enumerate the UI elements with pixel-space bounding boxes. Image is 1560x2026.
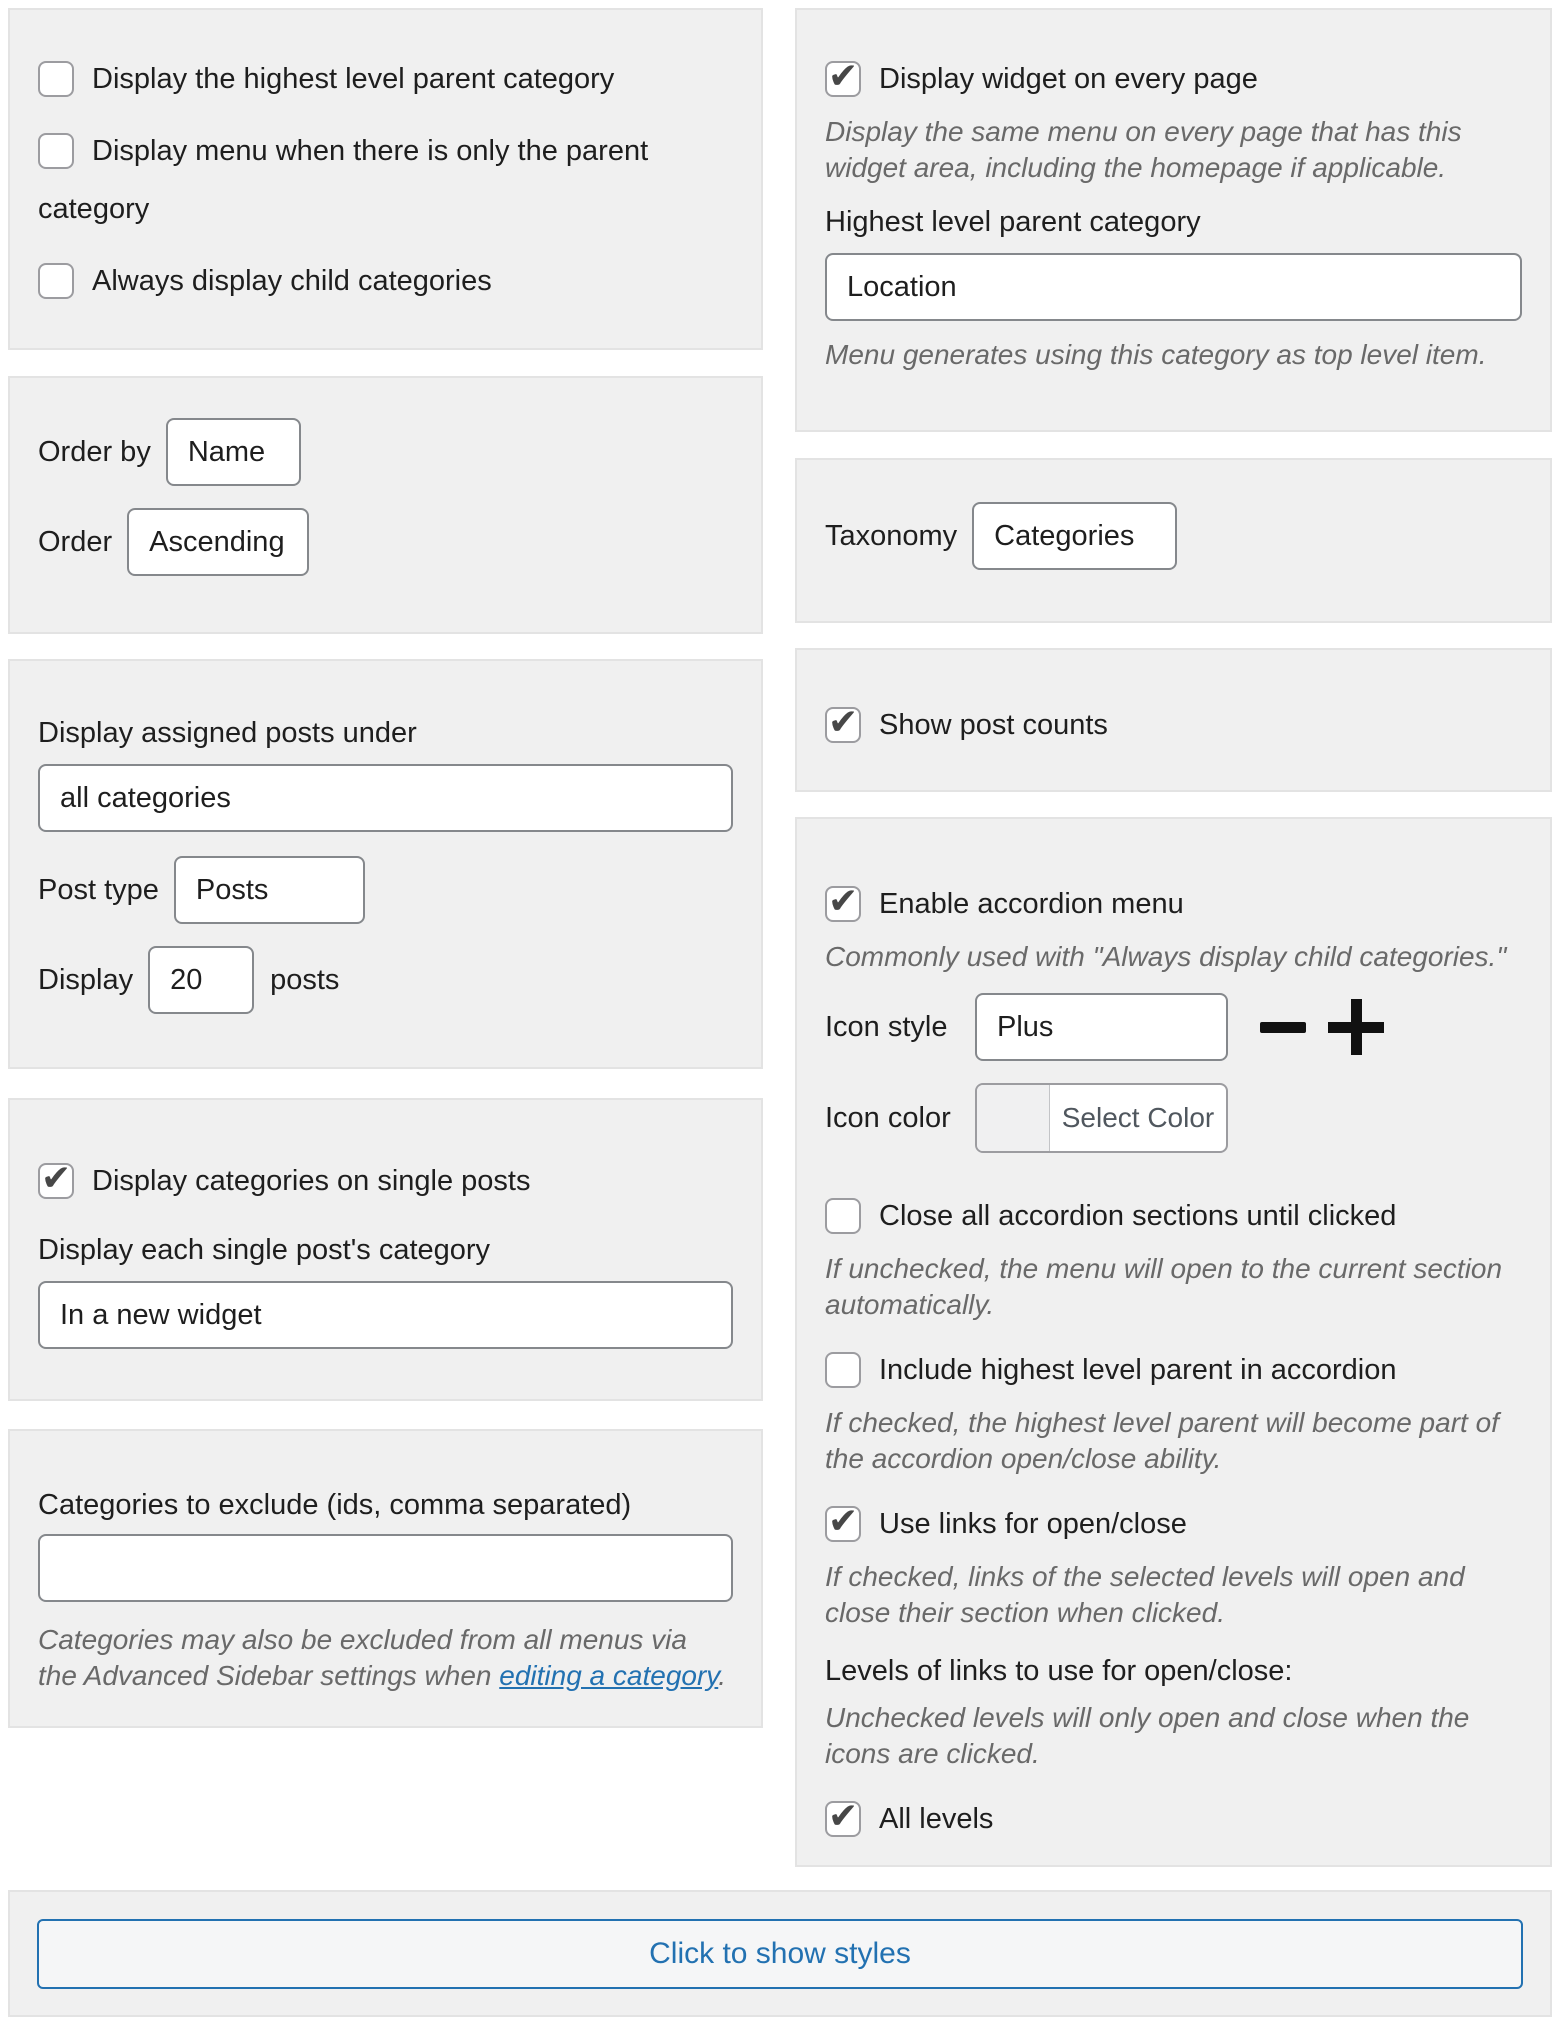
exclude-note-period: .	[718, 1660, 727, 1691]
minus-icon	[1260, 1022, 1306, 1033]
settings-columns	[8, 8, 1552, 1867]
panel-accordion	[795, 817, 1552, 1867]
display-categories-single-label: Display categories on single posts	[92, 1165, 531, 1197]
single-post-category-select[interactable]: In a new widget	[38, 1281, 733, 1349]
order-by-select[interactable]: Name	[166, 418, 301, 486]
panel-display-options	[8, 8, 763, 350]
styles-footer-bar	[8, 1890, 1552, 2017]
option-all-levels	[825, 1790, 1522, 1848]
use-links-checkbox[interactable]	[825, 1506, 861, 1542]
assigned-posts-category-select[interactable]: all categories	[38, 764, 733, 832]
include-highest-parent-checkbox[interactable]	[825, 1352, 861, 1388]
assigned-posts-title: Display assigned posts under	[38, 717, 417, 749]
levels-of-links-title: Levels of links to use for open/close:	[825, 1655, 1293, 1687]
display-count-row	[38, 946, 733, 1014]
option-include-highest-parent	[825, 1341, 1522, 1399]
icon-style-label: Icon style	[825, 1010, 948, 1043]
plus-icon	[1328, 999, 1384, 1055]
panel-single-posts	[8, 1098, 763, 1401]
panel-taxonomy	[795, 458, 1552, 623]
panel-every-page	[795, 8, 1552, 432]
panel-assigned-posts	[8, 659, 763, 1069]
always-display-children-label: Always display child categories	[92, 265, 492, 297]
always-display-children-checkbox[interactable]	[38, 263, 74, 299]
icon-color-button[interactable]	[975, 1083, 1228, 1153]
editing-category-link[interactable]: editing a category	[499, 1660, 719, 1691]
icon-style-select[interactable]: Plus	[975, 993, 1228, 1061]
show-post-counts-label: Show post counts	[879, 709, 1108, 741]
include-highest-parent-description: If checked, the highest level parent will become part of the accordion open/close ability.	[825, 1407, 1499, 1474]
post-type-label: Post type	[38, 873, 159, 906]
left-column	[8, 8, 763, 1867]
display-count-label: Display	[38, 963, 134, 996]
color-swatch	[977, 1085, 1050, 1151]
close-all-sections-label: Close all accordion sections until clicked	[879, 1200, 1397, 1232]
taxonomy-label: Taxonomy	[825, 519, 958, 552]
highest-parent-description: Menu generates using this category as top level item.	[825, 339, 1487, 370]
option-enable-accordion	[825, 875, 1522, 933]
display-count-suffix: posts	[270, 963, 340, 996]
panel-post-counts	[795, 648, 1552, 792]
option-close-all-sections	[825, 1187, 1522, 1245]
select-color-label: Select Color	[1061, 1102, 1215, 1133]
option-use-links	[825, 1495, 1522, 1553]
order-by-label: Order by	[38, 435, 151, 468]
post-type-select[interactable]: Posts	[174, 856, 365, 924]
right-column	[795, 8, 1552, 1867]
use-links-description: If checked, links of the selected levels will open and close their section when clicked.	[825, 1561, 1465, 1628]
show-post-counts-checkbox[interactable]	[825, 707, 861, 743]
option-display-categories-single	[38, 1152, 733, 1210]
option-always-display-children	[38, 252, 733, 310]
taxonomy-row	[825, 502, 1522, 570]
exclude-categories-note	[38, 1622, 733, 1694]
exclude-note-text: Categories may also be excluded from all menus via the Advanced Sidebar settings when	[38, 1624, 687, 1691]
icon-color-label: Icon color	[825, 1101, 951, 1134]
exclude-categories-input[interactable]	[38, 1534, 733, 1602]
exclude-categories-title: Categories to exclude (ids, comma separated)	[38, 1489, 632, 1521]
all-levels-label: All levels	[879, 1803, 994, 1835]
display-every-page-checkbox[interactable]	[825, 61, 861, 97]
post-type-row	[38, 856, 733, 924]
order-row	[38, 508, 733, 576]
highest-parent-select[interactable]: Location	[825, 253, 1522, 321]
display-count-input[interactable]: 20	[148, 946, 254, 1014]
include-highest-parent-label: Include highest level parent in accordion	[879, 1354, 1397, 1386]
all-levels-checkbox[interactable]	[825, 1801, 861, 1837]
display-every-page-label: Display widget on every page	[879, 63, 1258, 95]
panel-exclude-categories	[8, 1429, 763, 1728]
display-highest-parent-checkbox[interactable]	[38, 61, 74, 97]
display-categories-single-checkbox[interactable]	[38, 1163, 74, 1199]
icon-color-row	[825, 1083, 1522, 1153]
enable-accordion-label: Enable accordion menu	[879, 888, 1184, 920]
close-all-sections-checkbox[interactable]	[825, 1198, 861, 1234]
option-display-highest-parent	[38, 50, 733, 108]
use-links-label: Use links for open/close	[879, 1508, 1187, 1540]
option-display-menu-only-parent	[38, 122, 733, 238]
order-select[interactable]: Ascending	[127, 508, 309, 576]
every-page-description: Display the same menu on every page that has this widget area, including the homepage if applicable.	[825, 116, 1462, 183]
show-styles-button[interactable]: Click to show styles	[37, 1919, 1523, 1989]
enable-accordion-checkbox[interactable]	[825, 886, 861, 922]
close-all-sections-description: If unchecked, the menu will open to the current section automatically.	[825, 1253, 1503, 1320]
order-label: Order	[38, 525, 113, 558]
taxonomy-select[interactable]: Categories	[972, 502, 1177, 570]
option-display-every-page	[825, 50, 1522, 108]
single-post-category-title: Display each single post's category	[38, 1234, 491, 1266]
display-menu-only-parent-label: Display menu when there is only the parent category	[38, 135, 649, 225]
highest-parent-title: Highest level parent category	[825, 206, 1201, 238]
display-menu-only-parent-checkbox[interactable]	[38, 133, 74, 169]
display-highest-parent-label: Display the highest level parent category	[92, 63, 615, 95]
option-show-post-counts	[825, 696, 1522, 754]
panel-ordering	[8, 376, 763, 634]
order-by-row	[38, 418, 733, 486]
enable-accordion-description: Commonly used with "Always display child categories."	[825, 941, 1507, 972]
levels-of-links-description: Unchecked levels will only open and close when the icons are clicked.	[825, 1702, 1470, 1769]
icon-style-row	[825, 993, 1522, 1061]
